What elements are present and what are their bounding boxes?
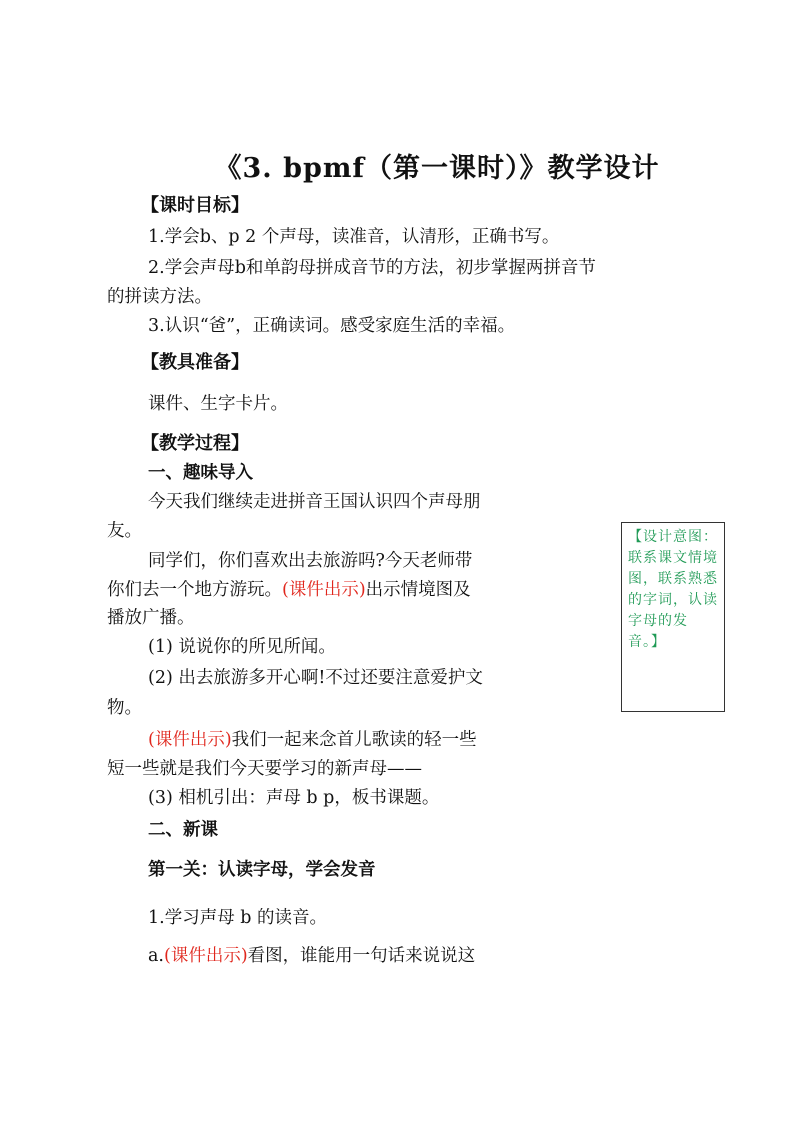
para-2-text: 你们去一个地方游玩。 [107,580,282,600]
para-8-prefix: a. [148,946,164,966]
para-7: 1.学习声母 b 的读音。 [148,908,328,928]
para-5-line-2: 短一些就是我们今天要学习的新声母—— [107,759,422,779]
section-2-heading: 二、新课 [148,820,218,840]
para-4-line-2: 物。 [107,698,142,718]
para-8-text: 看图，谁能用一句话来说说这 [247,946,476,966]
courseware-tag: (课件出示) [148,730,232,750]
para-1-line-1: 今天我们继续走进拼音王国认识四个声母朋 [148,492,481,512]
para-2-line-1: 同学们，你们喜欢出去旅游吗?今天老师带 [148,551,473,571]
goal-item-2-cont: 的拼读方法。 [107,287,212,307]
para-2-text-post: 出示情境图及 [365,580,471,600]
goal-item-3: 3.认识“爸”，正确读词。感受家庭生活的幸福。 [148,316,516,336]
prep-text: 课件、生字卡片。 [148,394,288,414]
level-1-heading: 第一关：认读字母，学会发音 [148,860,376,880]
para-1-line-2: 友。 [107,521,142,541]
para-6: (3) 相机引出：声母 b p，板书课题。 [148,788,440,808]
para-5-text: 我们一起来念首儿歌读的轻一些 [231,730,477,750]
document-title: 《3. bpmf（第一课时）》教学设计 [214,153,660,184]
goal-item-1: 1.学会b、p 2 个声母，读准音，认清形，正确书写。 [148,227,560,247]
process-heading: 【教学过程】 [141,433,249,454]
section-1-heading: 一、趣味导入 [148,463,253,483]
para-8 [148,944,475,968]
courseware-tag: (课件出示) [282,580,366,600]
courseware-tag: (课件出示) [164,946,248,966]
goals-heading: 【课时目标】 [141,195,249,216]
prep-heading: 【教具准备】 [141,352,249,373]
para-5-line-1 [148,728,477,752]
para-2-line-2 [107,578,471,602]
design-intent-note: 【设计意图：联系课文情境图，联系熟悉的字词，认读字母的发音。】 [621,522,725,712]
para-3: (1) 说说你的所见所闻。 [148,637,336,657]
para-2-line-3: 播放广播。 [107,608,195,628]
goal-item-2: 2.学会声母b和单韵母拼成音节的方法，初步掌握两拼音节 [148,258,596,278]
para-4-line-1: (2) 出去旅游多开心啊!不过还要注意爱护文 [148,668,483,688]
